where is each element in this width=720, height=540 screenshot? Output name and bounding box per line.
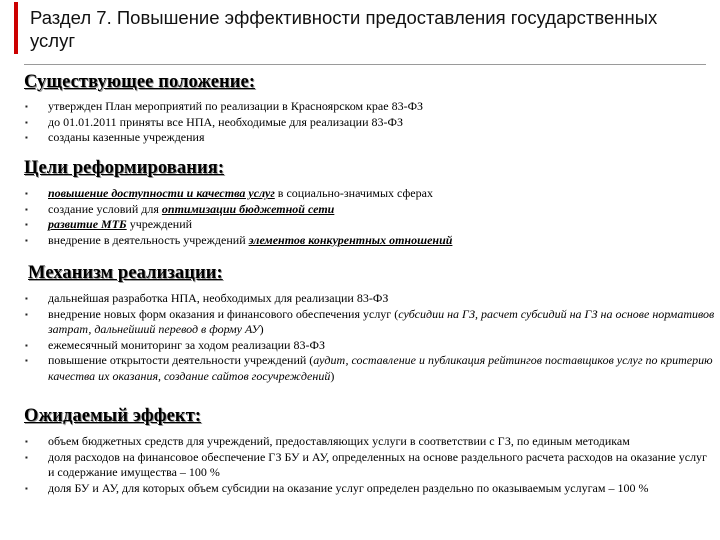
item-italic: субсидии на ГЗ, расчет субсидий на ГЗ на основе нормативов затрат, дальнейший перевод в форму АУ	[48, 306, 715, 337]
item-italic: аудит, составление и публикация рейтингов поставщиков услуг по критерию качества их оказания, создание сайтов госучреждений	[48, 353, 713, 383]
list-item	[24, 338, 718, 354]
list-item	[24, 130, 714, 146]
list-item	[24, 434, 714, 450]
item-emphasis: повышение доступности и качества услуг	[48, 186, 275, 200]
item-text: внедрение новых форм оказания и финансового обеспечения услуг (	[48, 306, 399, 321]
section-expected-effect	[24, 406, 714, 496]
item-text: )	[330, 368, 335, 383]
item-text: создание условий для	[48, 201, 162, 216]
item-text: объем бюджетных средств для учреждений, предоставляющих услуги в соответствии с ГЗ, по единым методикам	[48, 434, 630, 448]
item-text: учреждений	[126, 217, 193, 232]
item-emphasis: оптимизации бюджетной сети	[161, 201, 335, 216]
section-heading: Ожидаемый эффект:	[24, 406, 202, 426]
section-reform-goals	[24, 158, 714, 248]
list-item	[24, 450, 714, 481]
slide-header	[0, 0, 720, 66]
section-heading: Цели реформирования:	[24, 158, 225, 178]
bullet-list	[24, 186, 714, 248]
bullet-icon: ▪	[25, 117, 28, 127]
bullet-icon: ▪	[25, 483, 28, 493]
item-text: созданы казенные учреждения	[48, 130, 205, 145]
bullet-icon: ▪	[25, 437, 28, 446]
bullet-icon: ▪	[25, 204, 28, 214]
bullet-icon: ▪	[25, 340, 28, 350]
list-item	[24, 99, 714, 115]
bullet-icon: ▪	[25, 220, 28, 230]
bullet-icon: ▪	[25, 452, 28, 462]
bullet-icon: ▪	[25, 133, 28, 143]
section-heading: Механизм реализации:	[28, 263, 223, 283]
header-divider	[24, 64, 706, 65]
item-text: в социально-значимых сферах	[274, 186, 433, 200]
list-item	[24, 307, 718, 338]
item-text: повышение открытости деятельности учреждений (	[48, 353, 314, 368]
accent-bar	[14, 2, 18, 54]
bullet-icon: ▪	[25, 102, 28, 111]
list-item	[24, 115, 714, 131]
list-item	[24, 202, 714, 218]
section-current-state	[24, 72, 714, 146]
list-item	[24, 186, 714, 202]
list-item	[24, 217, 714, 233]
bullet-icon: ▪	[25, 235, 28, 245]
section-heading: Существующее положение:	[24, 72, 256, 92]
item-text: доля расходов на финансовое обеспечение ГЗ БУ и АУ, определенных на основе раздельного расчета расходов на оказание услуг и содержание имущества – 100 %	[48, 449, 707, 480]
bullet-icon: ▪	[25, 189, 28, 198]
bullet-list	[24, 99, 714, 146]
section-implementation	[25, 263, 718, 385]
bullet-list	[24, 434, 714, 496]
list-item	[24, 291, 718, 307]
item-text: внедрение в деятельность учреждений	[48, 232, 249, 247]
slide-title: Раздел 7. Повышение эффективности предоставления государственных услуг	[30, 7, 658, 51]
item-emphasis: элементов конкурентных отношений	[248, 232, 453, 247]
item-text: утвержден План мероприятий по реализации в Красноярском крае 83-ФЗ	[48, 99, 424, 113]
item-text: ежемесячный мониторинг за ходом реализации 83-ФЗ	[48, 337, 325, 352]
item-text: дальнейшая разработка НПА, необходимых для реализации 83-ФЗ	[48, 291, 389, 305]
list-item	[24, 353, 718, 384]
item-text: до 01.01.2011 приняты все НПА, необходимые для реализации 83-ФЗ	[48, 114, 403, 129]
list-item	[24, 481, 714, 497]
list-item	[24, 233, 714, 249]
bullet-icon: ▪	[25, 294, 28, 303]
bullet-list	[24, 291, 718, 385]
item-emphasis: развитие МТБ	[48, 217, 127, 232]
bullet-icon: ▪	[25, 309, 28, 319]
item-text: доля БУ и АУ, для которых объем субсидии на оказание услуг определен раздельно по оказываемым услугам – 100 %	[48, 480, 649, 495]
item-text: )	[259, 322, 264, 337]
bullet-icon: ▪	[25, 356, 28, 366]
